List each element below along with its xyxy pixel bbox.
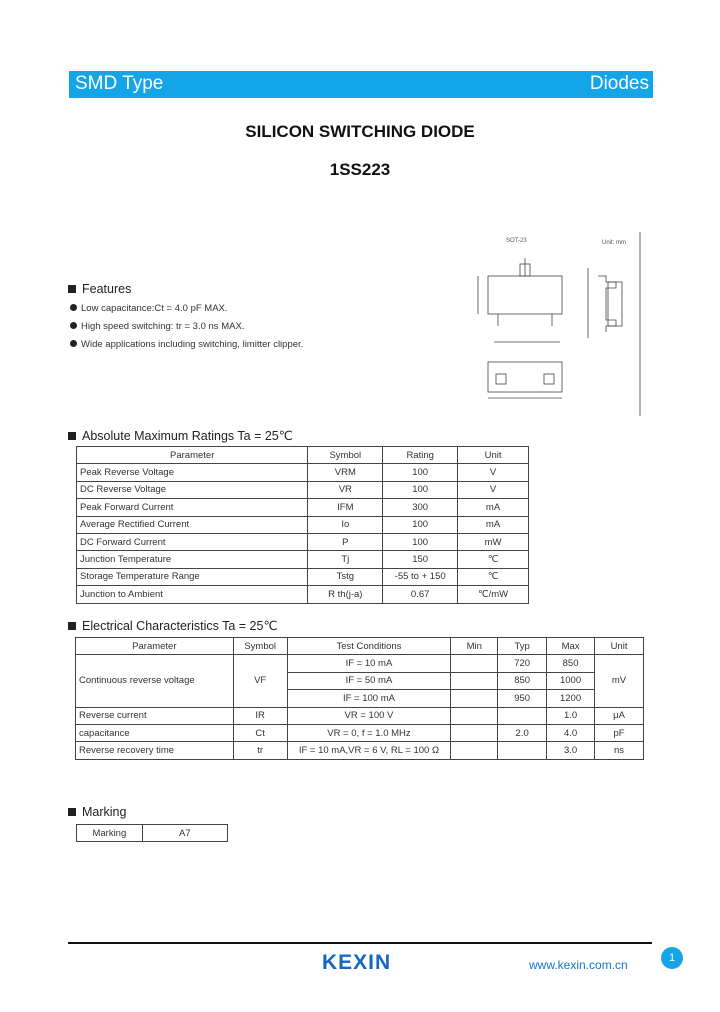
table-row — [76, 707, 644, 724]
cell-unit: ℃ — [458, 568, 529, 585]
document-title: SILICON SWITCHING DIODE — [245, 122, 475, 141]
cell-max: 1.0 — [547, 707, 595, 724]
cell-rating: 100 — [383, 464, 458, 481]
column-header: Symbol — [233, 638, 287, 655]
table-row — [77, 551, 529, 568]
cell-unit: mW — [458, 533, 529, 550]
cell-unit: ℃/mW — [458, 586, 529, 603]
page-number-badge: 1 — [661, 947, 683, 969]
marking-heading: Marking — [68, 805, 126, 819]
column-header: Unit — [458, 447, 529, 464]
cell-rating: 100 — [383, 481, 458, 498]
footer-divider — [68, 942, 652, 944]
absolute-ratings-table — [76, 446, 529, 604]
cell-rating: 0.67 — [383, 586, 458, 603]
cell-symbol: Tstg — [308, 568, 383, 585]
cell-rating: 300 — [383, 499, 458, 516]
marking-label: Marking — [77, 825, 143, 842]
column-header: Min — [451, 638, 498, 655]
absolute-ratings-heading: Absolute Maximum Ratings Ta = 25℃ — [68, 428, 293, 443]
table-row — [76, 742, 644, 759]
bullet-icon — [70, 340, 77, 347]
cell-symbol: VRM — [308, 464, 383, 481]
cell-max: 1000 — [547, 672, 595, 689]
bullet-icon — [70, 322, 77, 329]
cell-rating: 100 — [383, 533, 458, 550]
cell-symbol: VF — [233, 655, 287, 707]
bullet-icon — [70, 304, 77, 311]
cell-max: 3.0 — [547, 742, 595, 759]
cell-min — [451, 672, 498, 689]
cell-symbol: VR — [308, 481, 383, 498]
column-header: Parameter — [76, 638, 234, 655]
table-row — [77, 516, 529, 533]
sot23-drawing — [470, 228, 645, 418]
cell-unit: pF — [595, 724, 644, 741]
column-header: Test Conditions — [287, 638, 451, 655]
table-row — [77, 533, 529, 550]
header-type: Diodes — [589, 73, 649, 94]
cell-min — [451, 707, 498, 724]
cell-min — [451, 690, 498, 707]
electrical-characteristics-table — [75, 637, 644, 760]
cell-typ: 850 — [498, 672, 547, 689]
cell-unit: V — [458, 481, 529, 498]
cell-unit: mV — [595, 655, 644, 707]
cell-symbol: IR — [233, 707, 287, 724]
unit-label: Unit: mm — [602, 240, 626, 246]
section-square-icon — [68, 285, 76, 293]
cell-symbol: R th(j-a) — [308, 586, 383, 603]
cell-min — [451, 724, 498, 741]
table-row — [77, 499, 529, 516]
cell-min — [451, 655, 498, 672]
cell-parameter: Average Rectified Current — [77, 516, 308, 533]
feature-item: High speed switching: tr = 3.0 ns MAX. — [70, 320, 303, 338]
cell-parameter: Continuous reverse voltage — [76, 655, 234, 707]
cell-parameter: capacitance — [76, 724, 234, 741]
column-header: Rating — [383, 447, 458, 464]
table-row — [77, 568, 529, 585]
cell-condition: VR = 100 V — [287, 707, 451, 724]
cell-unit: μA — [595, 707, 644, 724]
table-row — [76, 655, 644, 672]
table-row — [77, 586, 529, 603]
cell-parameter: Junction to Ambient — [77, 586, 308, 603]
cell-typ: 2.0 — [498, 724, 547, 741]
cell-symbol: Io — [308, 516, 383, 533]
cell-symbol: IFM — [308, 499, 383, 516]
cell-typ — [498, 707, 547, 724]
section-square-icon — [68, 432, 76, 440]
cell-parameter: Storage Temperature Range — [77, 568, 308, 585]
cell-symbol: tr — [233, 742, 287, 759]
marking-value: A7 — [142, 825, 227, 842]
cell-unit: V — [458, 464, 529, 481]
header-banner — [69, 71, 653, 98]
cell-parameter: Junction Temperature — [77, 551, 308, 568]
cell-unit: mA — [458, 516, 529, 533]
section-square-icon — [68, 622, 76, 630]
cell-condition: IF = 10 mA — [287, 655, 451, 672]
feature-item: Low capacitance:Ct = 4.0 pF MAX. — [70, 302, 303, 320]
kexin-logo: KEXIN — [322, 951, 392, 974]
part-number: 1SS223 — [329, 160, 391, 179]
package-label: SOT-23 — [506, 238, 527, 244]
section-square-icon — [68, 808, 76, 816]
cell-typ: 950 — [498, 690, 547, 707]
cell-parameter: DC Forward Current — [77, 533, 308, 550]
table-header-row — [76, 638, 644, 655]
package-outline-diagram — [470, 228, 645, 418]
cell-rating: 150 — [383, 551, 458, 568]
cell-max: 4.0 — [547, 724, 595, 741]
column-header: Typ — [498, 638, 547, 655]
cell-symbol: P — [308, 533, 383, 550]
cell-rating: -55 to + 150 — [383, 568, 458, 585]
column-header: Max — [547, 638, 595, 655]
website-link[interactable]: www.kexin.com.cn — [529, 958, 628, 972]
cell-min — [451, 742, 498, 759]
cell-condition: IF = 50 mA — [287, 672, 451, 689]
cell-symbol: Tj — [308, 551, 383, 568]
cell-unit: ns — [595, 742, 644, 759]
cell-unit: mA — [458, 499, 529, 516]
cell-symbol: Ct — [233, 724, 287, 741]
cell-parameter: Reverse current — [76, 707, 234, 724]
feature-item: Wide applications including switching, limitter clipper. — [70, 338, 303, 356]
cell-parameter: DC Reverse Voltage — [77, 481, 308, 498]
features-heading: Features — [68, 282, 131, 296]
cell-max: 1200 — [547, 690, 595, 707]
table-header-row — [77, 447, 529, 464]
cell-rating: 100 — [383, 516, 458, 533]
marking-table — [76, 824, 228, 842]
cell-condition: IF = 10 mA,VR = 6 V, RL = 100 Ω — [287, 742, 451, 759]
cell-parameter: Reverse recovery time — [76, 742, 234, 759]
column-header: Symbol — [308, 447, 383, 464]
features-list — [70, 302, 303, 356]
cell-condition: VR = 0, f = 1.0 MHz — [287, 724, 451, 741]
column-header: Parameter — [77, 447, 308, 464]
table-row — [76, 724, 644, 741]
cell-typ — [498, 742, 547, 759]
header-category: SMD Type — [75, 73, 164, 94]
column-header: Unit — [595, 638, 644, 655]
cell-max: 850 — [547, 655, 595, 672]
table-row — [77, 464, 529, 481]
table-row — [77, 481, 529, 498]
cell-parameter: Peak Forward Current — [77, 499, 308, 516]
table-row — [77, 825, 228, 842]
cell-condition: IF = 100 mA — [287, 690, 451, 707]
electrical-heading: Electrical Characteristics Ta = 25℃ — [68, 618, 277, 633]
cell-parameter: Peak Reverse Voltage — [77, 464, 308, 481]
cell-typ: 720 — [498, 655, 547, 672]
cell-unit: ℃ — [458, 551, 529, 568]
